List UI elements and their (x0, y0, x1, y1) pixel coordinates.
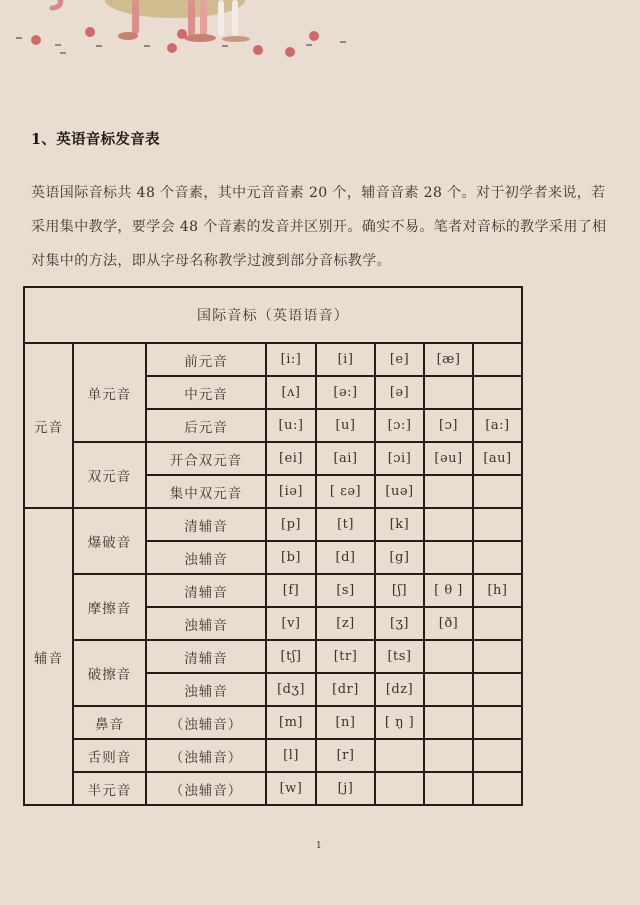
phonetic-symbol-cell: [ð] (424, 607, 473, 640)
subgroup-label: 摩擦音 (73, 574, 146, 640)
phonetic-symbol-cell: [ɔi] (375, 442, 424, 475)
row-label: 浊辅音 (146, 541, 266, 574)
row-label: 后元音 (146, 409, 266, 442)
row-label: （浊辅音） (146, 706, 266, 739)
table-row (24, 508, 522, 541)
ipa-chart-table (23, 286, 523, 806)
phonetic-symbol-cell (424, 508, 473, 541)
subgroup-label: 爆破音 (73, 508, 146, 574)
row-label: 中元音 (146, 376, 266, 409)
phonetic-symbol-cell (375, 739, 424, 772)
phonetic-symbol-cell (375, 772, 424, 805)
phonetic-symbol-cell: [ εə] (316, 475, 375, 508)
row-label: 清辅音 (146, 640, 266, 673)
phonetic-symbol-cell (424, 772, 473, 805)
phonetic-symbol-cell: [r] (316, 739, 375, 772)
table-row (24, 739, 522, 772)
phonetic-symbol-cell (473, 772, 522, 805)
row-label: 浊辅音 (146, 607, 266, 640)
table-row (24, 343, 522, 376)
phonetic-symbol-cell (473, 343, 522, 376)
subgroup-label: 鼻音 (73, 706, 146, 739)
row-label: 清辅音 (146, 574, 266, 607)
phonetic-symbol-cell (473, 475, 522, 508)
phonetic-symbol-cell (473, 706, 522, 739)
table-row (24, 640, 522, 673)
phonetic-symbol-cell: [ ŋ ] (375, 706, 424, 739)
group-label: 元音 (24, 343, 73, 508)
phonetic-symbol-cell (424, 739, 473, 772)
phonetic-symbol-cell: [tr] (316, 640, 375, 673)
row-label: （浊辅音） (146, 739, 266, 772)
phonetic-symbol-cell: [ θ ] (424, 574, 473, 607)
phonetic-symbol-cell: [l] (266, 739, 316, 772)
row-label: 前元音 (146, 343, 266, 376)
phonetic-symbol-cell: [i] (316, 343, 375, 376)
phonetic-symbol-cell: [j] (316, 772, 375, 805)
phonetic-symbol-cell: [dz] (375, 673, 424, 706)
phonetic-symbol-cell (424, 673, 473, 706)
phonetic-symbol-cell: [æ] (424, 343, 473, 376)
phonetic-symbol-cell: [ts] (375, 640, 424, 673)
table-row (24, 442, 522, 475)
phonetic-symbol-cell (473, 739, 522, 772)
phonetic-symbol-cell: [əu] (424, 442, 473, 475)
section-heading: 1、英语音标发音表 (31, 131, 160, 148)
phonetic-symbol-cell: [ə] (375, 376, 424, 409)
phonetic-symbol-cell: [ɔ] (424, 409, 473, 442)
phonetic-symbol-cell: [g] (375, 541, 424, 574)
phonetic-symbol-cell: [dʒ] (266, 673, 316, 706)
phonetic-symbol-cell: [b] (266, 541, 316, 574)
phonetic-symbol-cell: [a:] (473, 409, 522, 442)
table-row (24, 574, 522, 607)
intro-paragraph: 英语国际音标共 48 个音素，其中元音音素 20 个，辅音音素 28 个。对于初学者来说，若采用集中教学，要学会 48 个音素的发音并区别开。确实不易。笔者对音标的教学采用了相对集中的方法，即从字母名称教学过渡到部分音标教学。 (31, 185, 607, 269)
subgroup-label: 舌则音 (73, 739, 146, 772)
phonetic-symbol-cell: [m] (266, 706, 316, 739)
phonetic-symbol-cell: [ai] (316, 442, 375, 475)
phonetic-symbol-cell (473, 640, 522, 673)
group-label: 辅音 (24, 508, 73, 805)
row-label: （浊辅音） (146, 772, 266, 805)
phonetic-symbol-cell: [d] (316, 541, 375, 574)
phonetic-symbol-cell (473, 673, 522, 706)
phonetic-symbol-cell: [uə] (375, 475, 424, 508)
phonetic-symbol-cell: [k] (375, 508, 424, 541)
phonetic-symbol-cell: [ʒ] (375, 607, 424, 640)
phonetic-symbol-cell: [ʃ] (375, 574, 424, 607)
row-label: 清辅音 (146, 508, 266, 541)
phonetic-symbol-cell: [v] (266, 607, 316, 640)
phonetic-symbol-cell: [tʃ] (266, 640, 316, 673)
phonetic-symbol-cell: [u] (316, 409, 375, 442)
subgroup-label: 破擦音 (73, 640, 146, 706)
subgroup-label: 双元音 (73, 442, 146, 508)
phonetic-symbol-cell: [i:] (266, 343, 316, 376)
phonetic-symbol-cell (473, 541, 522, 574)
phonetic-symbol-cell: [z] (316, 607, 375, 640)
phonetic-symbol-cell (473, 376, 522, 409)
phonetic-symbol-cell: [iə] (266, 475, 316, 508)
phonetic-symbol-cell: [ɔ:] (375, 409, 424, 442)
phonetic-symbol-cell: [f] (266, 574, 316, 607)
phonetic-symbol-cell: [p] (266, 508, 316, 541)
phonetic-symbol-cell (424, 376, 473, 409)
phonetic-symbol-cell (424, 541, 473, 574)
subgroup-label: 单元音 (73, 343, 146, 442)
phonetic-symbol-cell: [t] (316, 508, 375, 541)
phonetic-symbol-cell: [dr] (316, 673, 375, 706)
phonetic-symbol-cell (473, 508, 522, 541)
phonetic-symbol-cell: [u:] (266, 409, 316, 442)
row-label: 浊辅音 (146, 673, 266, 706)
phonetic-symbol-cell: [e] (375, 343, 424, 376)
phonetic-symbol-cell: [ʌ] (266, 376, 316, 409)
phonetic-symbol-cell (424, 640, 473, 673)
row-label: 集中双元音 (146, 475, 266, 508)
phonetic-symbol-cell: [h] (473, 574, 522, 607)
table-row (24, 772, 522, 805)
phonetic-symbol-cell: [n] (316, 706, 375, 739)
decorative-illustration (0, 0, 380, 60)
table-title: 国际音标（英语语音） (24, 287, 522, 343)
phonetic-symbol-cell: [ei] (266, 442, 316, 475)
phonetic-symbol-cell: [s] (316, 574, 375, 607)
table-row (24, 706, 522, 739)
subgroup-label: 半元音 (73, 772, 146, 805)
phonetic-symbol-cell: [w] (266, 772, 316, 805)
phonetic-symbol-cell: [au] (473, 442, 522, 475)
phonetic-symbol-cell (473, 607, 522, 640)
page-number: 1 (316, 841, 322, 851)
phonetic-symbol-cell (424, 706, 473, 739)
phonetic-symbol-cell (424, 475, 473, 508)
row-label: 开合双元音 (146, 442, 266, 475)
phonetic-symbol-cell: [ə:] (316, 376, 375, 409)
